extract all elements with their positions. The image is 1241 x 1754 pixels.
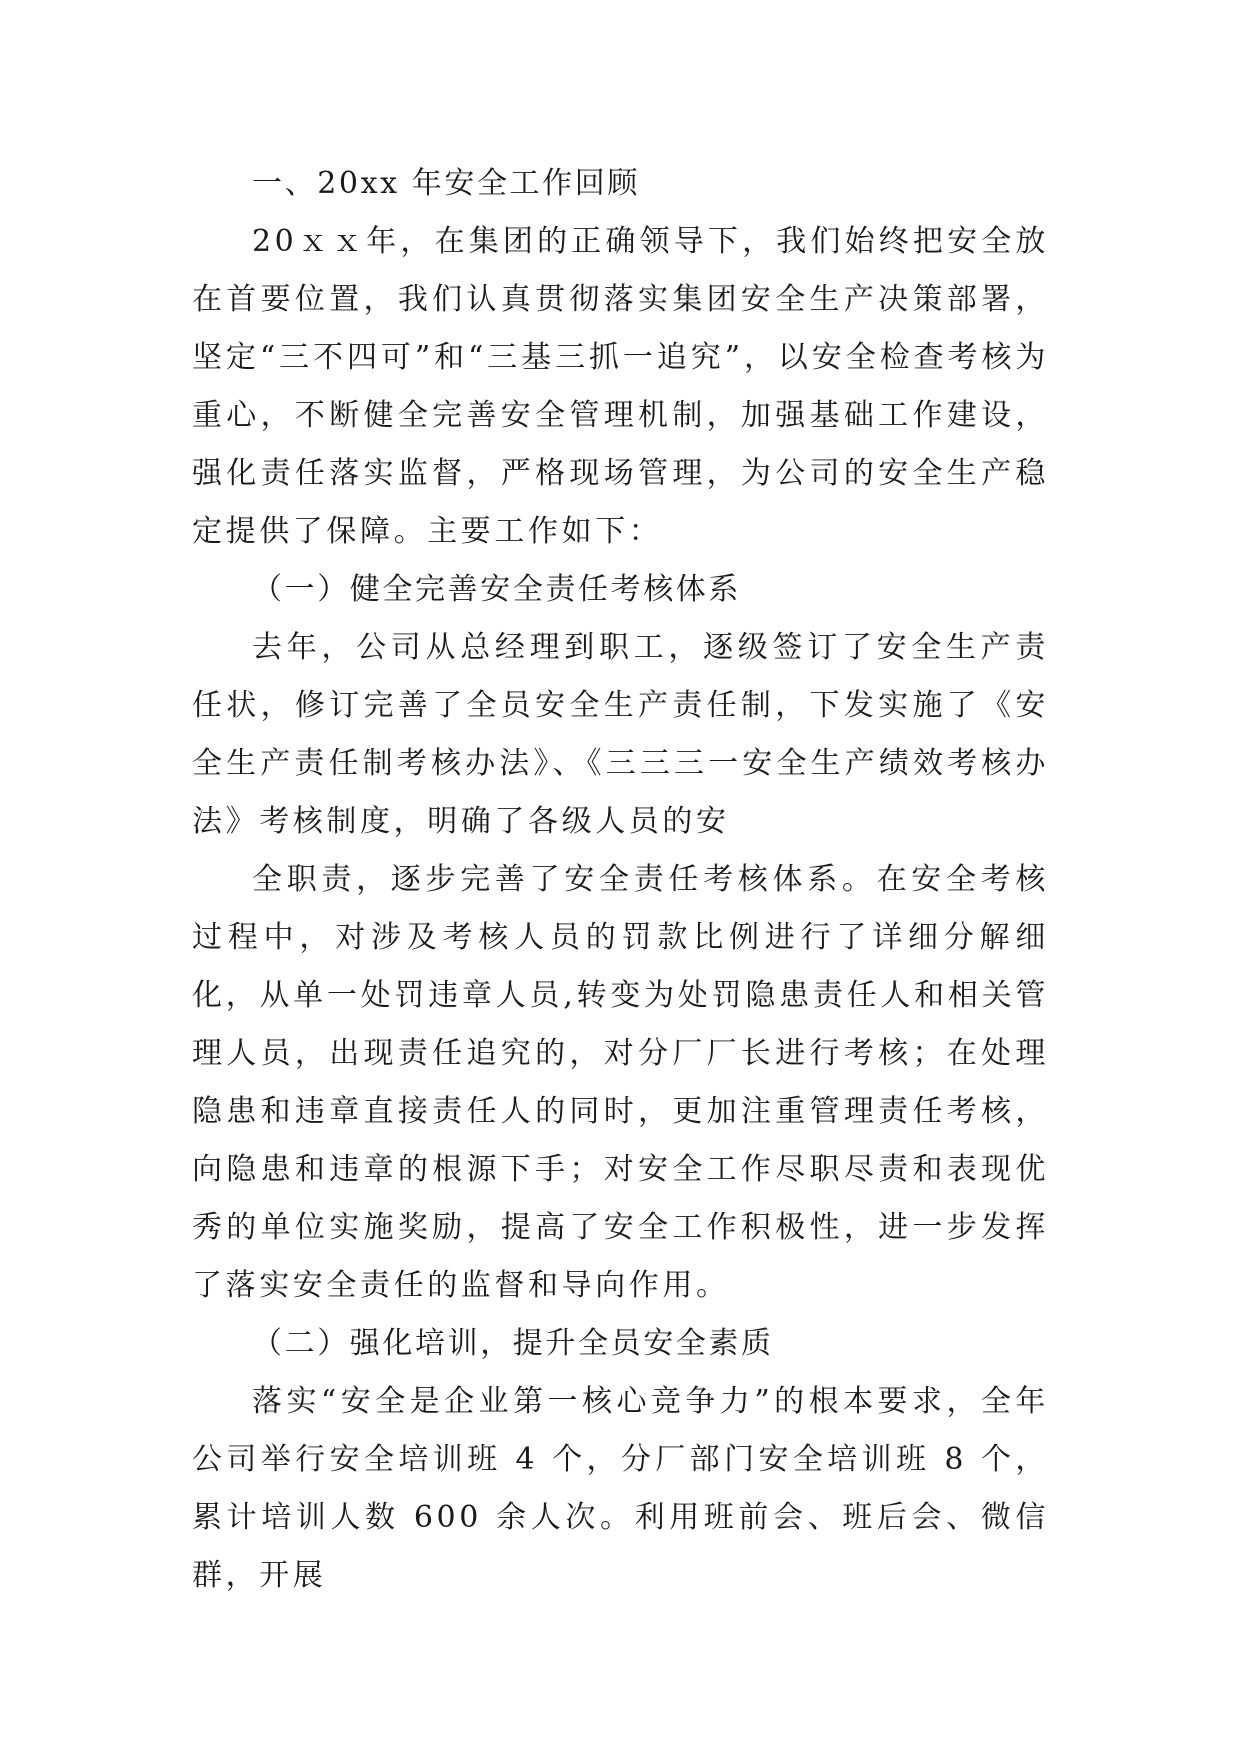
paragraph-intro: 20ｘｘ年，在集团的正确领导下，我们始终把安全放在首要位置，我们认真贯彻落实集团安全生产决策部署，坚定“三不四可”和“三基三抓一追究”，以安全检查考核为重心，不断健全完善安全管理机制，加强基础工作建设，强化责任落实监督，严格现场管理，为公司的安全生产稳定提供了保障。主要工作如下： bbox=[192, 224, 1049, 549]
subsection-heading-2: （二）强化培训，提升全员安全素质 bbox=[252, 1326, 774, 1361]
section-heading: 一、20xx 年安全工作回顾 bbox=[252, 166, 640, 201]
paragraph-responsibility: 去年，公司从总经理到职工，逐级签订了安全生产责任状，修订完善了全员安全生产责任制，下发实施了《安全生产责任制考核办法》、《三三三一安全生产绩效考核办法》考核制度，明确了各级人员的安 bbox=[192, 630, 1049, 839]
document-body bbox=[192, 155, 1049, 1605]
paragraph-assessment: 全职责，逐步完善了安全责任考核体系。在安全考核过程中，对涉及考核人员的罚款比例进行了详细分解细化，从单一处罚违章人员,转变为处罚隐患责任人和相关管理人员，出现责任追究的，对分厂厂长进行考核；在处理隐患和违章直接责任人的同时，更加注重管理责任考核，向隐患和违章的根源下手；对安全工作尽职尽责和表现优秀的单位实施奖励，提高了安全工作积极性，进一步发挥了落实安全责任的监督和导向作用。 bbox=[192, 862, 1049, 1303]
paragraph-training: 落实“安全是企业第一核心竞争力”的根本要求，全年公司举行安全培训班 4 个，分厂部门安全培训班 8 个，累计培训人数 600 余人次。利用班前会、班后会、微信群，开展 bbox=[192, 1384, 1049, 1593]
subsection-heading-1: （一）健全完善安全责任考核体系 bbox=[252, 572, 741, 607]
